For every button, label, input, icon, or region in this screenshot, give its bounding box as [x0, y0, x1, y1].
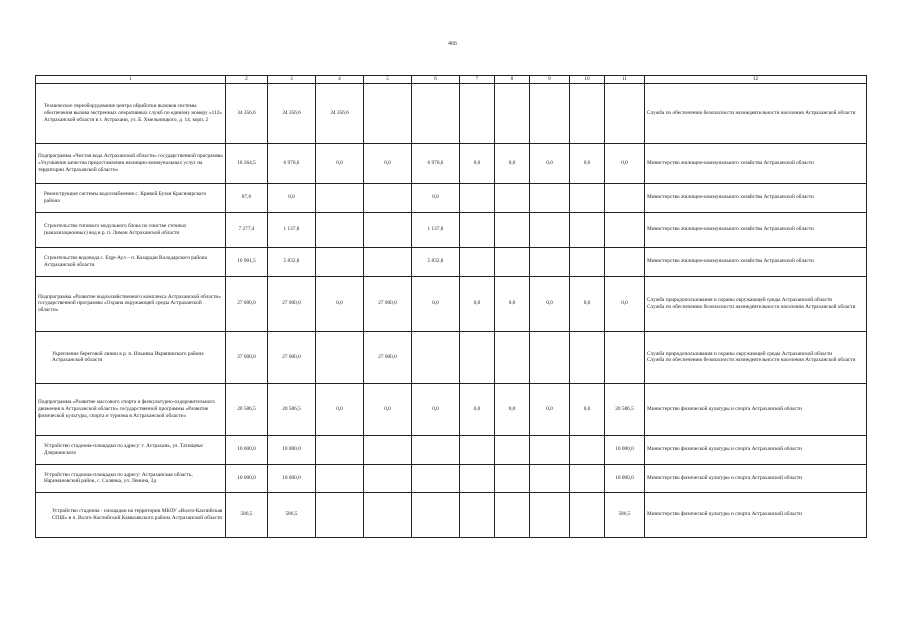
row-description	[36, 83, 226, 143]
table-row	[36, 183, 867, 212]
amount-cell-col-4	[316, 183, 364, 212]
column-header: 7	[460, 76, 495, 84]
amount-cell-col-7: 0,0	[460, 143, 495, 183]
amount-cell-col-8	[495, 212, 530, 247]
row-description-text: Устройство стадиона - площадки на территории МБОУ «Волго-Каспийская СОШ» в п. Волго-Каспийский Камызякского района Астраханской области	[52, 508, 223, 521]
amount-cell-col-4	[316, 247, 364, 276]
column-header: 4	[316, 76, 364, 84]
amount-cell-col-11	[605, 83, 645, 143]
amount-cell-col-2: 18 264,5	[226, 143, 268, 183]
amount-cell-col-7	[460, 183, 495, 212]
amount-cell-col-2: 27 000,0	[226, 331, 268, 383]
responsible-executor: Министерство физической культуры и спорта Астраханской области	[645, 435, 867, 464]
row-description	[36, 435, 226, 464]
amount-cell-col-10	[570, 83, 605, 143]
amount-cell-col-9	[530, 331, 570, 383]
budget-table	[35, 75, 867, 538]
amount-cell-col-11	[605, 247, 645, 276]
amount-cell-col-8	[495, 247, 530, 276]
amount-cell-col-6: 0,0	[412, 383, 460, 435]
table-row	[36, 143, 867, 183]
amount-cell-col-2: 20 586,5	[226, 383, 268, 435]
amount-cell-col-11: 10 000,0	[605, 435, 645, 464]
amount-cell-col-5	[364, 435, 412, 464]
amount-cell-col-4: 34 356,6	[316, 83, 364, 143]
amount-cell-col-5: 0,0	[364, 143, 412, 183]
row-description-text: Техническое переоборудование центра обработки вызовов системы обеспечения вызова экстренных оперативных служб по единому номеру «112» Астраханской области в г. Астрахани, ул. Б. Хмельницкого, д. 14, корп. 2	[44, 103, 223, 123]
amount-cell-col-2: 10 000,0	[226, 464, 268, 492]
amount-cell-col-4: 0,0	[316, 276, 364, 331]
responsible-executor: Министерство жилищно-коммунального хозяйства Астраханской области	[645, 247, 867, 276]
amount-cell-col-6	[412, 331, 460, 383]
amount-cell-col-4	[316, 464, 364, 492]
amount-cell-col-8	[495, 183, 530, 212]
row-description-text: Подпрограмма «Развитие водохозяйственного комплекса Астраханской области» государственной программы «Охрана окружающей среды Астраханской области»	[38, 293, 221, 314]
column-header: 6	[412, 76, 460, 84]
row-description	[36, 247, 226, 276]
amount-cell-col-6: 6 970,6	[412, 143, 460, 183]
amount-cell-col-8: 0,0	[495, 143, 530, 183]
amount-cell-col-2: 586,5	[226, 492, 268, 537]
amount-cell-col-8	[495, 492, 530, 537]
table-body	[36, 83, 867, 537]
table-row	[36, 492, 867, 537]
column-header: 11	[605, 76, 645, 84]
amount-cell-col-2: 10 901,5	[226, 247, 268, 276]
amount-cell-col-10	[570, 464, 605, 492]
responsible-executor: Служба природопользования и охраны окружающей среды Астраханской области Служба по обеспечению безопасности жизнедеятельности населения Астраханской области	[645, 331, 867, 383]
amount-cell-col-10	[570, 183, 605, 212]
amount-cell-col-3: 5 832,8	[268, 247, 316, 276]
amount-cell-col-11: 0,0	[605, 276, 645, 331]
amount-cell-col-3: 1 137,8	[268, 212, 316, 247]
row-description	[36, 464, 226, 492]
amount-cell-col-8	[495, 83, 530, 143]
amount-cell-col-6: 1 137,8	[412, 212, 460, 247]
amount-cell-col-10: 0,0	[570, 383, 605, 435]
row-description-text: Устройство стадиона-площадки по адресу: г. Астрахань, ул. Татищева/Дзержинского	[44, 443, 204, 456]
amount-cell-col-8	[495, 435, 530, 464]
table-row	[36, 435, 867, 464]
amount-cell-col-5	[364, 464, 412, 492]
amount-cell-col-5: 0,0	[364, 383, 412, 435]
amount-cell-col-9	[530, 83, 570, 143]
amount-cell-col-7	[460, 464, 495, 492]
column-header: 9	[530, 76, 570, 84]
responsible-executor: Министерство жилищно-коммунального хозяйства Астраханской области	[645, 212, 867, 247]
amount-cell-col-6: 5 832,8	[412, 247, 460, 276]
amount-cell-col-4	[316, 212, 364, 247]
amount-cell-col-3: 20 586,5	[268, 383, 316, 435]
amount-cell-col-11	[605, 331, 645, 383]
amount-cell-col-2: 27 000,0	[226, 276, 268, 331]
amount-cell-col-5	[364, 83, 412, 143]
table-row	[36, 83, 867, 143]
amount-cell-col-10: 0,0	[570, 276, 605, 331]
amount-cell-col-7	[460, 435, 495, 464]
amount-cell-col-3: 10 000,0	[268, 435, 316, 464]
amount-cell-col-2: 10 000,0	[226, 435, 268, 464]
amount-cell-col-7	[460, 83, 495, 143]
amount-cell-col-10	[570, 492, 605, 537]
amount-cell-col-11	[605, 183, 645, 212]
amount-cell-col-9	[530, 435, 570, 464]
amount-cell-col-5	[364, 492, 412, 537]
amount-cell-col-9: 0,0	[530, 383, 570, 435]
row-description	[36, 331, 226, 383]
amount-cell-col-4: 0,0	[316, 143, 364, 183]
amount-cell-col-8	[495, 331, 530, 383]
row-description-text: Укрепление береговой линии в р. п. Ильинка Икрянинского района Астраханской области	[52, 350, 204, 364]
row-description	[36, 212, 226, 247]
responsible-executor: Министерство жилищно-коммунального хозяйства Астраханской области	[645, 183, 867, 212]
amount-cell-col-7	[460, 212, 495, 247]
row-description	[36, 143, 226, 183]
column-header: 10	[570, 76, 605, 84]
amount-cell-col-10	[570, 331, 605, 383]
table-row	[36, 247, 867, 276]
row-description-text: Строительство типового модульного блока по очистке сточных (канализационных) вод в р. п. Лиман Астраханской области	[44, 223, 187, 236]
amount-cell-col-7	[460, 492, 495, 537]
header-row	[36, 76, 867, 84]
row-description-text: Подпрограмма «Чистая вода Астраханской области» государственной программы «Улучшение качества предоставления жилищно-коммунальных услуг на территории Астраханской области»	[38, 153, 223, 173]
responsible-executor: Служба природопользования и охраны окружающей среды Астраханской области Служба по обеспечению безопасности жизнедеятельности населения Астраханской области	[645, 276, 867, 331]
column-header: 3	[268, 76, 316, 84]
column-header: 8	[495, 76, 530, 84]
amount-cell-col-6	[412, 83, 460, 143]
row-description	[36, 183, 226, 212]
amount-cell-col-11: 20 586,5	[605, 383, 645, 435]
amount-cell-col-7: 0,0	[460, 383, 495, 435]
amount-cell-col-11: 10 000,0	[605, 464, 645, 492]
amount-cell-col-3: 10 000,0	[268, 464, 316, 492]
row-description-text: Устройство стадиона-площадки по адресу: Астраханская область, Наримановский район, с. Солянка, ул. Ленина, 3д	[44, 471, 193, 485]
amount-cell-col-8: 0,0	[495, 276, 530, 331]
amount-cell-col-4	[316, 492, 364, 537]
responsible-executor: Министерство физической культуры и спорта Астраханской области	[645, 464, 867, 492]
amount-cell-col-7	[460, 247, 495, 276]
amount-cell-col-7	[460, 331, 495, 383]
amount-cell-col-10	[570, 435, 605, 464]
table-row	[36, 383, 867, 435]
amount-cell-col-10	[570, 212, 605, 247]
responsible-executor: Министерство жилищно-коммунального хозяйства Астраханской области	[645, 143, 867, 183]
amount-cell-col-3: 27 000,0	[268, 331, 316, 383]
page-number: 466	[448, 41, 457, 47]
amount-cell-col-9	[530, 212, 570, 247]
amount-cell-col-11: 0,0	[605, 143, 645, 183]
row-description-text: Реконструкция системы водоснабжения с. Кривой Бузан Красноярского района	[44, 191, 207, 204]
amount-cell-col-2: 7 277,4	[226, 212, 268, 247]
amount-cell-col-6	[412, 464, 460, 492]
row-description-text: Строительство водовода с. Erge-Аул – п. Кахардан Володарского района Астраханской области	[44, 255, 207, 268]
amount-cell-col-7: 0,0	[460, 276, 495, 331]
amount-cell-col-5	[364, 212, 412, 247]
amount-cell-col-11	[605, 212, 645, 247]
column-header: 12	[645, 76, 867, 84]
row-description	[36, 276, 226, 331]
amount-cell-col-6	[412, 492, 460, 537]
row-description	[36, 383, 226, 435]
amount-cell-col-2: 87,6	[226, 183, 268, 212]
amount-cell-col-11: 586,5	[605, 492, 645, 537]
amount-cell-col-9	[530, 247, 570, 276]
amount-cell-col-4	[316, 331, 364, 383]
amount-cell-col-5: 27 000,0	[364, 331, 412, 383]
responsible-executor: Министерство физической культуры и спорта Астраханской области	[645, 383, 867, 435]
amount-cell-col-8	[495, 464, 530, 492]
row-description	[36, 492, 226, 537]
table-row	[36, 331, 867, 383]
amount-cell-col-5: 27 000,0	[364, 276, 412, 331]
amount-cell-col-6: 0,0	[412, 183, 460, 212]
amount-cell-col-9: 0,0	[530, 276, 570, 331]
amount-cell-col-9	[530, 183, 570, 212]
responsible-executor: Министерство физической культуры и спорта Астраханской области	[645, 492, 867, 537]
amount-cell-col-8: 0,0	[495, 383, 530, 435]
amount-cell-col-9	[530, 492, 570, 537]
table-row	[36, 212, 867, 247]
amount-cell-col-6: 0,0	[412, 276, 460, 331]
amount-cell-col-4	[316, 435, 364, 464]
amount-cell-col-10	[570, 247, 605, 276]
table-row	[36, 276, 867, 331]
responsible-executor: Служба по обеспечению безопасности жизнедеятельности населения Астраханской области	[645, 83, 867, 143]
column-header: 2	[226, 76, 268, 84]
amount-cell-col-9	[530, 464, 570, 492]
amount-cell-col-3: 27 000,0	[268, 276, 316, 331]
amount-cell-col-3: 6 970,6	[268, 143, 316, 183]
amount-cell-col-6	[412, 435, 460, 464]
table-row	[36, 464, 867, 492]
amount-cell-col-2: 34 356,6	[226, 83, 268, 143]
column-header: 1	[36, 76, 226, 84]
amount-cell-col-4: 0,0	[316, 383, 364, 435]
amount-cell-col-3: 34 356,6	[268, 83, 316, 143]
amount-cell-col-5	[364, 247, 412, 276]
amount-cell-col-3: 0,0	[268, 183, 316, 212]
row-description-text: Подпрограмма «Развитие массового спорта и физкультурно-оздоровительного движения в Астраханской области» государственной программы «Развитие физической культуры, спорта и туризма в Астраханской области»	[38, 399, 216, 419]
amount-cell-col-5	[364, 183, 412, 212]
amount-cell-col-3: 586,5	[268, 492, 316, 537]
amount-cell-col-10: 0,0	[570, 143, 605, 183]
column-header: 5	[364, 76, 412, 84]
amount-cell-col-9: 0,0	[530, 143, 570, 183]
